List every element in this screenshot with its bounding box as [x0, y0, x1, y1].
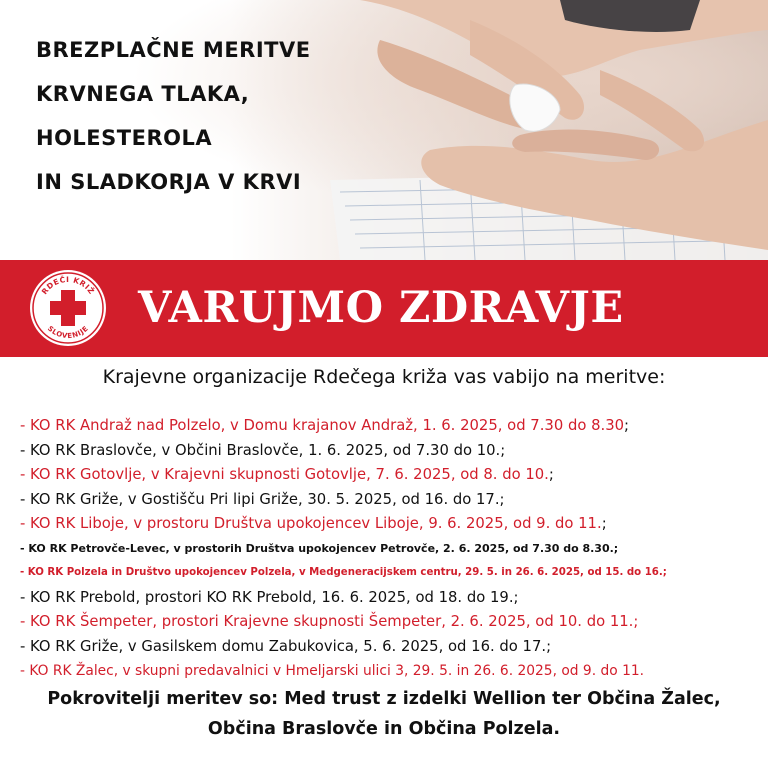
logo-top-text: RDEČI KRIŽ — [39, 274, 97, 297]
hero-section — [0, 0, 768, 260]
footer-line: Občina Braslovče in Občina Polzela. — [207, 719, 561, 739]
slogan-text: VARUJMO ZDRAVJE — [138, 283, 624, 333]
hero-title — [36, 28, 311, 204]
list-item: - KO RK Žalec, v skupni predavalnici v Hmeljarski ulici 3, 29. 5. in 26. 6. 2025, od 9. do 11. — [20, 663, 645, 679]
list-item: - KO RK Andraž nad Polzelo, v Domu krajanov Andraž, 1. 6. 2025, od 7.30 do 8.30; — [20, 417, 630, 434]
list-item: - KO RK Liboje, v prostoru Društva upokojencev Liboje, 9. 6. 2025, od 9. do 11.; — [20, 515, 607, 532]
list-item: - KO RK Griže, v Gasilskem domu Zabukovica, 5. 6. 2025, od 16. do 17.; — [20, 637, 552, 655]
list-item: - KO RK Prebold, prostori KO RK Prebold, 16. 6. 2025, od 18. do 19.; — [20, 588, 519, 606]
locations-list — [20, 414, 760, 684]
hero-title-line: IN SLADKORJA V KRVI — [36, 170, 302, 194]
logo-bottom-text: SLOVENIJE — [45, 324, 91, 341]
list-item: - KO RK Petrovče-Levec, v prostorih Društva upokojencev Petrovče, 2. 6. 2025, od 7.30 do 8.30.; — [20, 541, 619, 555]
hero-title-line: HOLESTEROLA — [36, 126, 213, 150]
list-item: - KO RK Polzela in Društvo upokojencev Polzela, v Medgeneracijskem centru, 29. 5. in 26. 6. 2025, od 15. do 16.; — [20, 567, 667, 578]
intro-heading: Krajevne organizacije Rdečega križa vas vabijo na meritve: — [102, 366, 666, 388]
list-item: - KO RK Braslovče, v Občini Braslovče, 1. 6. 2025, od 7.30 do 10.; — [20, 441, 506, 459]
list-item: - KO RK Šempeter, prostori Krajevne skupnosti Šempeter, 2. 6. 2025, od 10. do 11.; — [20, 613, 639, 630]
hero-title-line: KRVNEGA TLAKA, — [36, 82, 250, 106]
list-item: - KO RK Griže, v Gostišču Pri lipi Griže, 30. 5. 2025, od 16. do 17.; — [20, 490, 505, 508]
slogan-banner — [0, 260, 768, 357]
list-item: - KO RK Gotovlje, v Krajevni skupnosti Gotovlje, 7. 6. 2025, od 8. do 10.; — [20, 466, 554, 483]
footer-line: Pokrovitelji meritev so: Med trust z izdelki Wellion ter Občina Žalec, — [47, 689, 721, 709]
sponsors-footer — [0, 684, 768, 744]
hero-title-line: BREZPLAČNE MERITVE — [36, 38, 311, 62]
red-cross-logo — [28, 268, 108, 348]
